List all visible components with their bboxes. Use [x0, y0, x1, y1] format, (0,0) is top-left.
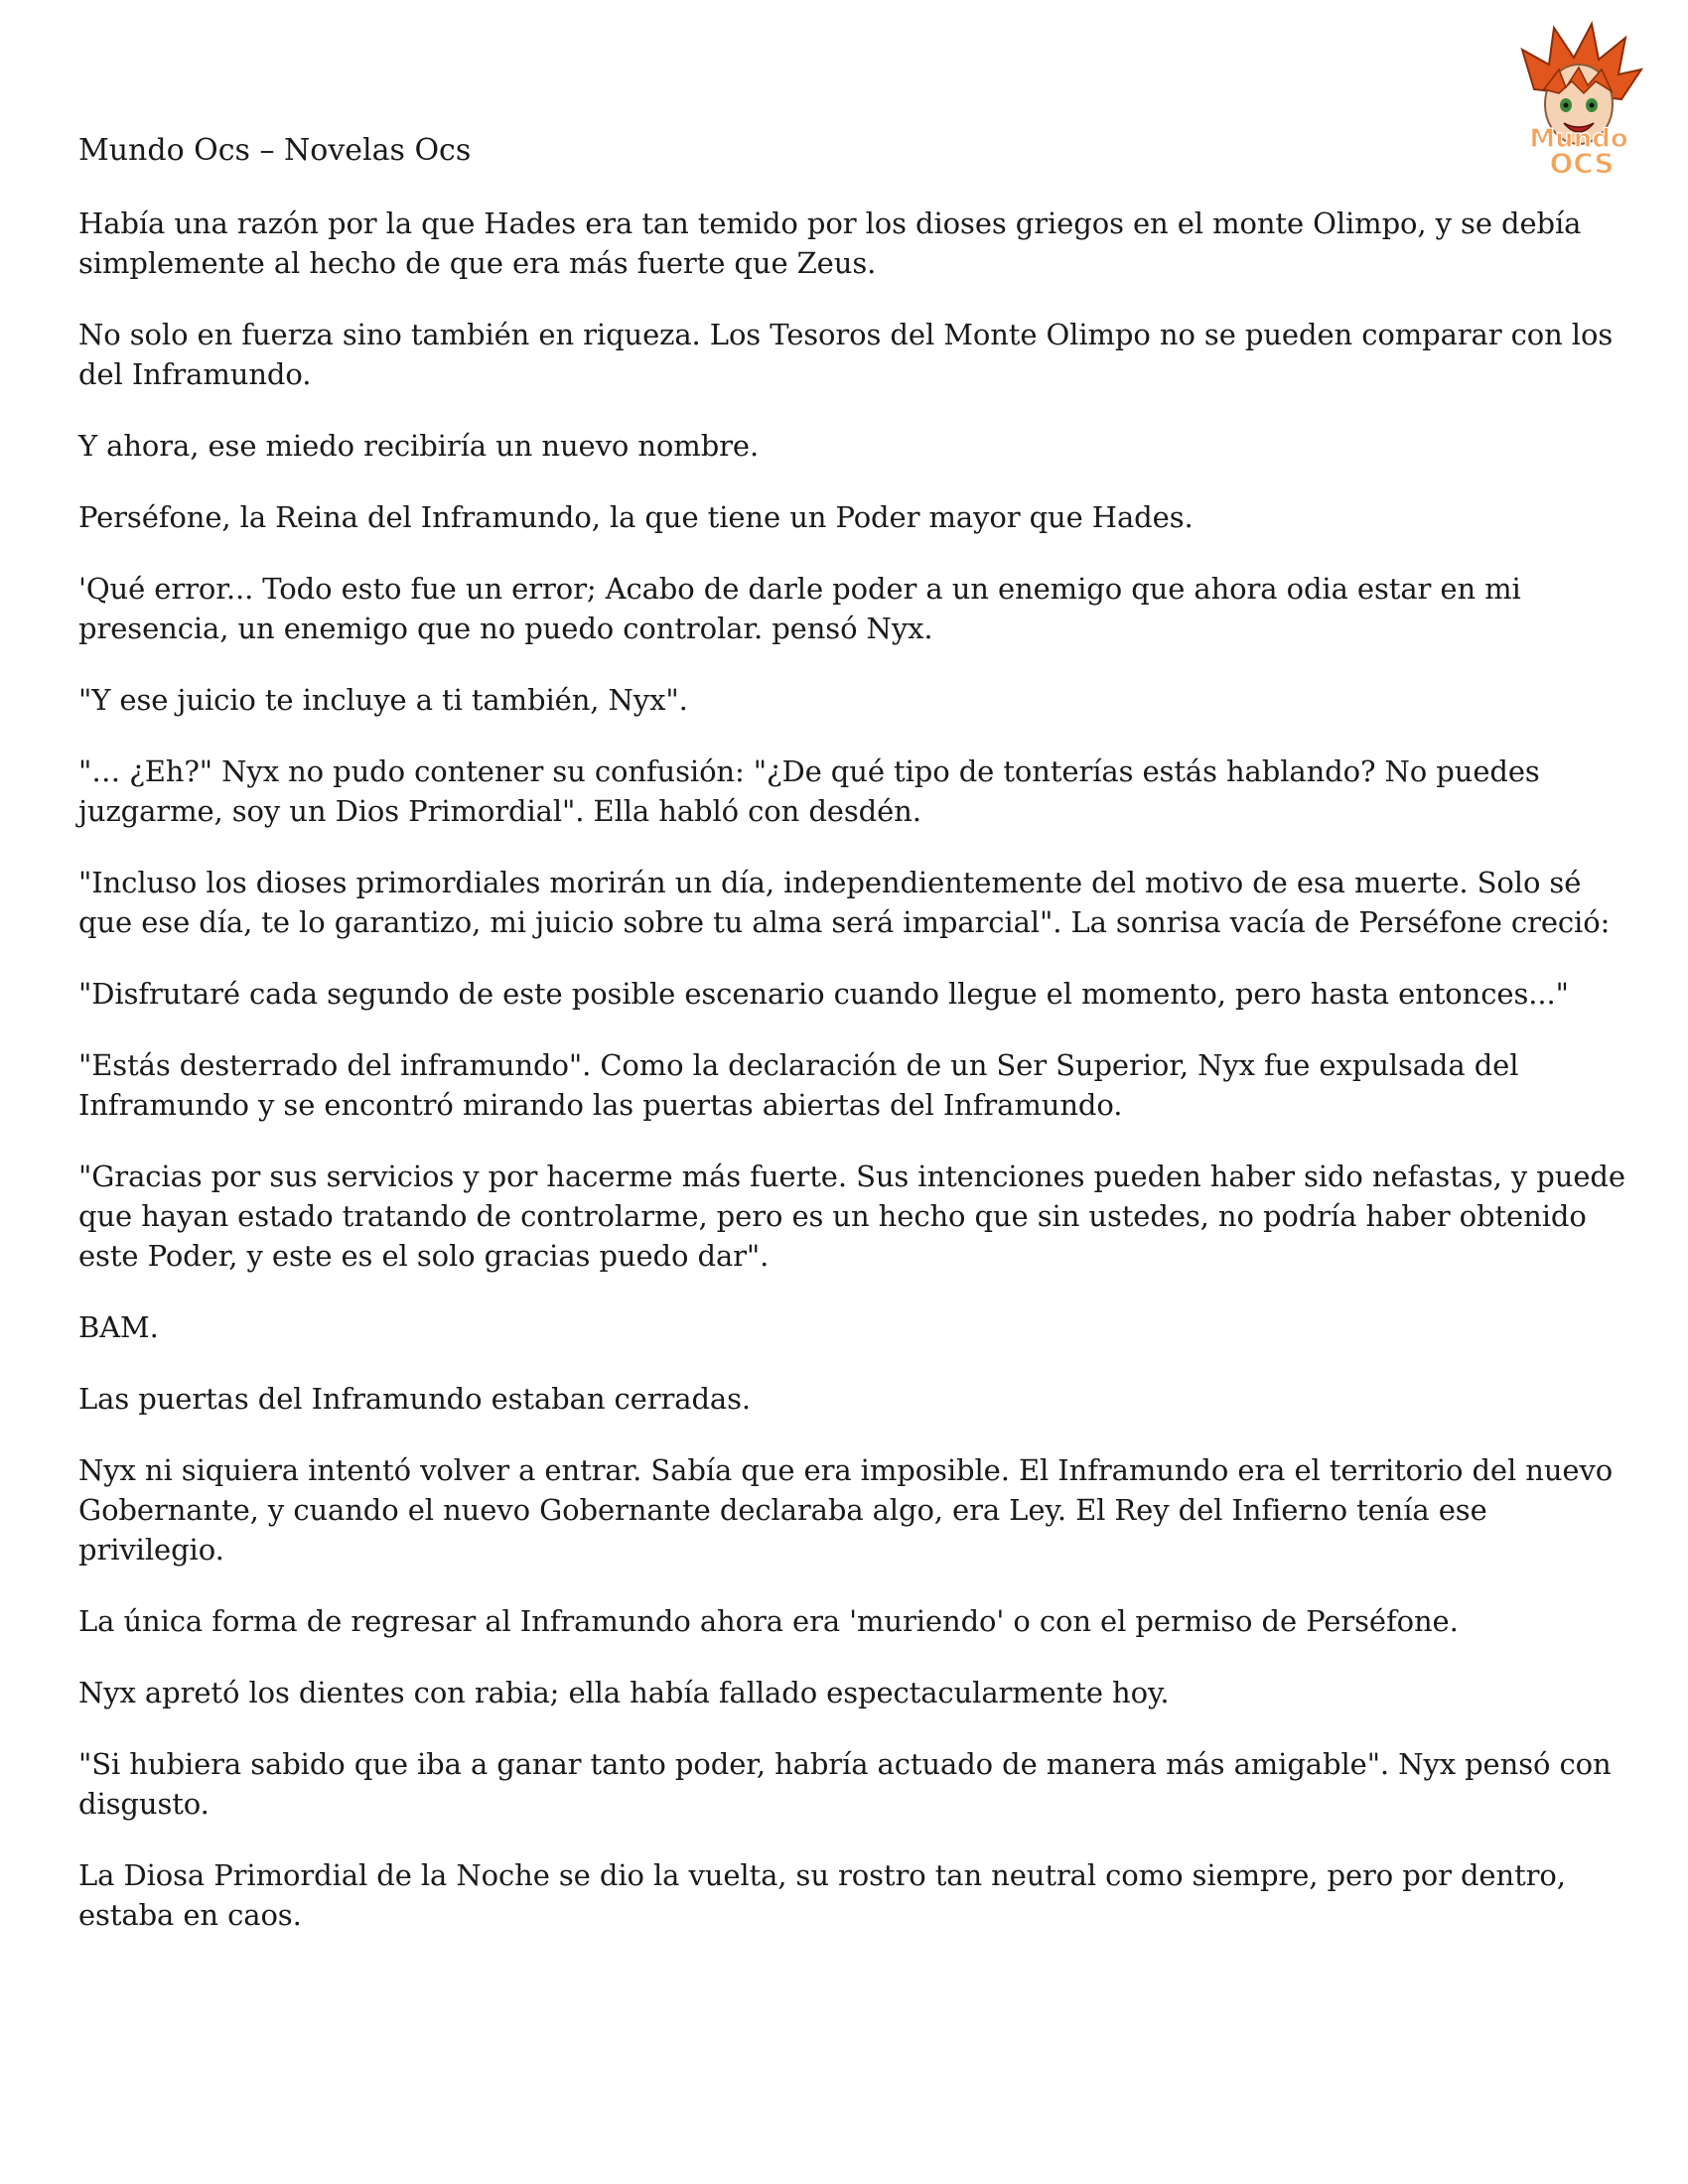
paragraph: "Y ese juicio te incluye a ti también, Nyx".	[78, 683, 688, 717]
paragraph: Nyx ni siquiera intentó volver a entrar. Sabía que era imposible. El Inframundo era el territorio del nuevo Gobernante, y cuando el nuevo Gobernante declaraba algo, era Ley. El Rey del Infierno tenía ese privilegio.	[78, 1453, 1614, 1567]
paragraph: "… ¿Eh?" Nyx no pudo contener su confusión: "¿De qué tipo de tonterías estás hablando? No puedes juzgarme, soy un Dios Primordial". Ella habló con desdén.	[78, 754, 1540, 828]
paragraph: "Si hubiera sabido que iba a ganar tanto poder, habría actuado de manera más amigable". Nyx pensó con disgusto.	[78, 1747, 1612, 1821]
page-header: Mundo Ocs – Novelas Ocs	[78, 133, 472, 168]
paragraph: "Estás desterrado del inframundo". Como la declaración de un Ser Superior, Nyx fue expulsada del Inframundo y se encontró mirando las puertas abiertas del Inframundo.	[78, 1048, 1519, 1122]
paragraph: La única forma de regresar al Inframundo ahora era 'muriendo' o con el permiso de Perséfone.	[78, 1604, 1459, 1638]
paragraph: Las puertas del Inframundo estaban cerradas.	[78, 1382, 752, 1416]
logo-text-line1: Mundo	[1529, 124, 1628, 154]
logo-icon	[1504, 20, 1653, 179]
paragraph: La Diosa Primordial de la Noche se dio la vuelta, su rostro tan neutral como siempre, pero por dentro, estaba en caos.	[78, 1858, 1566, 1932]
mundo-ocs-logo	[1504, 20, 1653, 179]
paragraph: Y ahora, ese miedo recibiría un nuevo nombre.	[78, 429, 760, 463]
paragraph: Había una razón por la que Hades era tan temido por los dioses griegos en el monte Olimpo, y se debía simplemente al hecho de que era más fuerte que Zeus.	[78, 206, 1582, 280]
document-body	[78, 204, 1627, 1967]
paragraph: Perséfone, la Reina del Inframundo, la que tiene un Poder mayor que Hades.	[78, 500, 1194, 534]
paragraph: No solo en fuerza sino también en riqueza. Los Tesoros del Monte Olimpo no se pueden comparar con los del Inframundo.	[78, 318, 1614, 391]
logo-text-line2: OCS	[1549, 147, 1615, 179]
paragraph: "Disfrutaré cada segundo de este posible escenario cuando llegue el momento, pero hasta entonces..."	[78, 977, 1569, 1011]
paragraph: Nyx apretó los dientes con rabia; ella había fallado espectacularmente hoy.	[78, 1676, 1170, 1709]
paragraph: "Gracias por sus servicios y por hacerme más fuerte. Sus intenciones pueden haber sido nefastas, y puede que hayan estado tratando de controlarme, pero es un hecho que sin ustedes, no podría haber obtenido este Poder, y este es el solo gracias puedo dar".	[78, 1160, 1625, 1273]
paragraph: "Incluso los dioses primordiales morirán un día, independientemente del motivo de esa muerte. Solo sé que ese día, te lo garantizo, mi juicio sobre tu alma será imparcial". La sonrisa vacía de Perséfone creció:	[78, 866, 1611, 939]
paragraph: 'Qué error... Todo esto fue un error; Acabo de darle poder a un enemigo que ahora odia estar en mi presencia, un enemigo que no puedo controlar. pensó Nyx.	[78, 572, 1521, 645]
paragraph: BAM.	[78, 1310, 159, 1344]
